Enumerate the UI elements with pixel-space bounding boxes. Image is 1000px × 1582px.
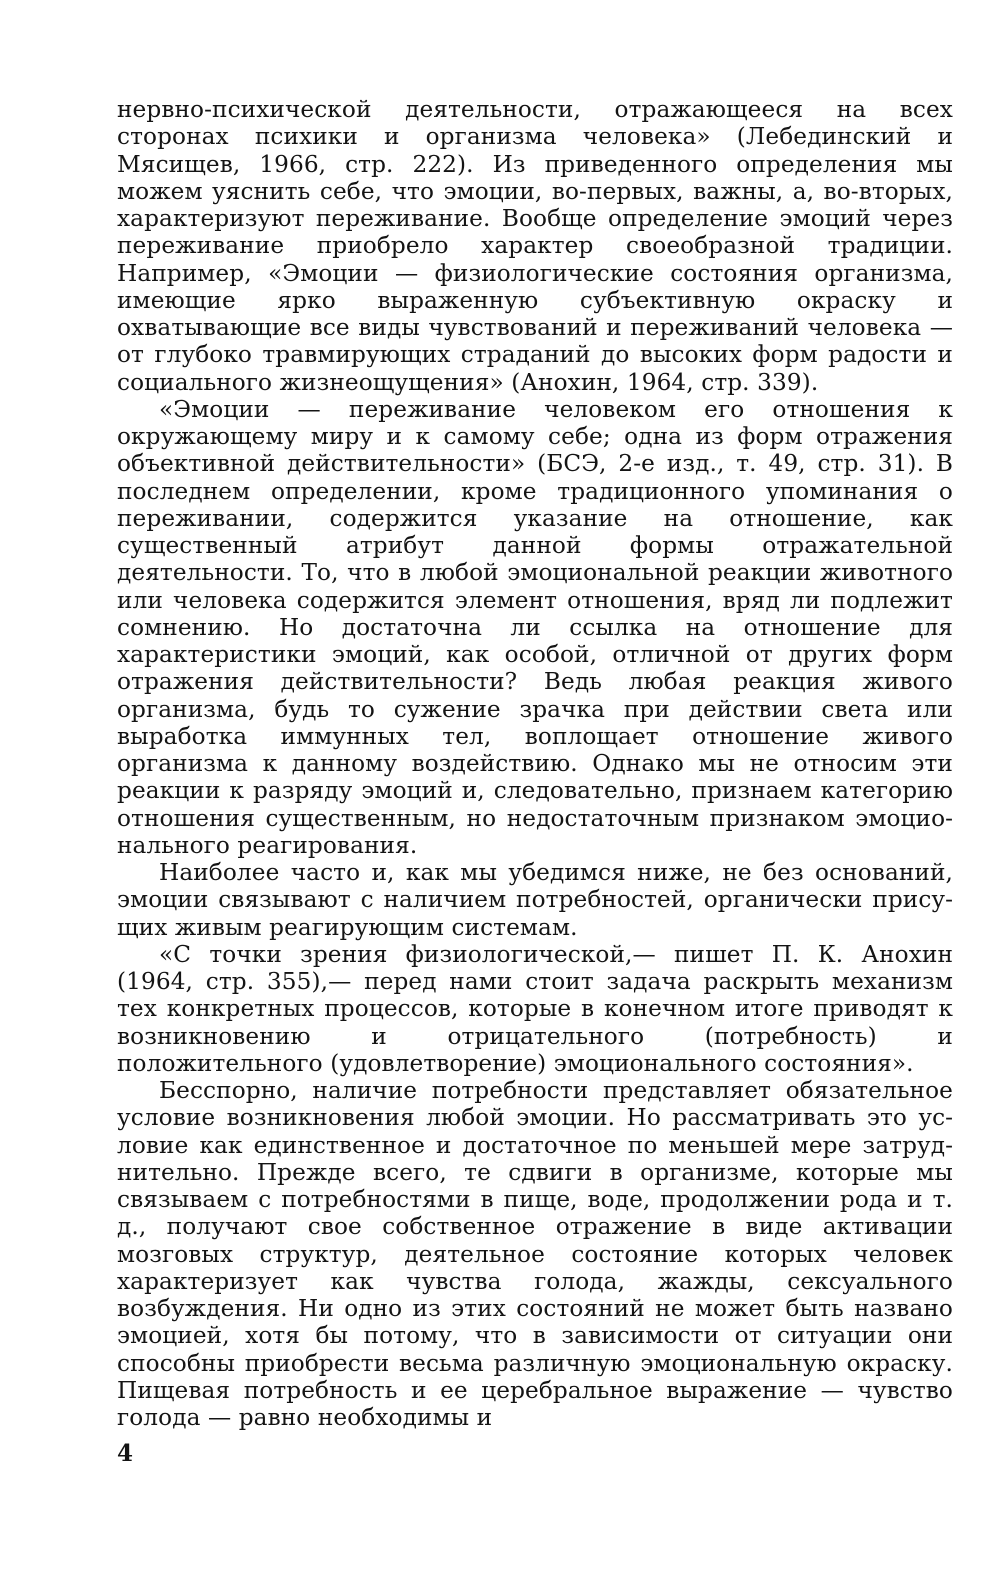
paragraph-emotions-bse-definition: «Эмоции — переживание человеком его отношения к окружающему миру и к самому себе; одна из форм отражения объективной действительности» (БСЭ, 2-е изд., т. 49, стр. 31). В последнем определении, кроме традиционного упоминания о переживании, содержится указание на отношение, как существенный атрибут данной формы отражательной деятельности. То, что в любой эмоциональной реакции животного или человека содержится элемент отношения, вряд ли подлежит сомнению. Но достаточна ли ссылка на отношение для характеристики эмоций, как особой, отличной от других форм отражения действительности? Ведь любая реакция живого организма, будь то сужение зрачка при действии света или выработка иммунных тел, воплощает отношение живого организма к данному воздействию. Однако мы не относим эти реакции к разряду эмоций и, следовательно, признаем категорию отношения существенным, но недостаточным признаком эмоционального реагирования. [117,395,953,859]
paragraph-need-condition: Бесспорно, наличие потребности представляет обязательное условие возникновения любой эмоции. Но рассматривать это условие как единственное и достаточное по меньшей мере затруднительно. Прежде всего, те сдвиги в организме, которые мы связываем с потребностями в пище, воде, продолжении рода и т. д., получают свое собственное отражение в виде активации мозговых структур, деятельное состояние которых человек характеризует как чувства голода, жажды, сексуального возбуждения. Ни одно из этих состояний не может быть названо эмоцией, хотя бы потому, что в зависимости от ситуации они способны приобрести весьма различную эмоциональную окраску. Пищевая потребность и ее церебральное выражение — чувство голода — равно необходимы и [117,1077,953,1431]
paragraph-emotions-needs: Наиболее часто и, как мы убедимся ниже, не без оснований, эмоции связывают с наличием потребностей, органически присущих живым реагирующим системам. [117,859,953,941]
body-text [117,96,953,1431]
paragraph-continuation: нервно-психической деятельности, отражающееся на всех сторонах психики и организма человека» (Лебединский и Мясищев, 1966, стр. 222). Из приведенного определения мы можем уяснить себе, что эмоции, во-первых, важны, а, во-вторых, характеризуют переживание. Вообще определение эмоций через переживание приобрело характер своеобразной традиции. Например, «Эмоции — физиологические состояния организма, имеющие ярко выраженную субъективную окраску и охватывающие все виды чувствований и переживаний человека — от глубоко травмирующих страданий до высоких форм радости и социального жизнеощущения» (Анохин, 1964, стр. 339). [117,96,953,396]
page-number: 4 [117,1440,134,1467]
paragraph-anokhin-quote: «С точки зрения физиологической,— пишет П. К. Анохин (1964, стр. 355),— перед нами стоит задача раскрыть механизм тех конкретных процессов, которые в конечном итоге приводят к возникновению и отрицательного (потребность) и положительного (удовлетворение) эмоционального состояния». [117,940,953,1077]
